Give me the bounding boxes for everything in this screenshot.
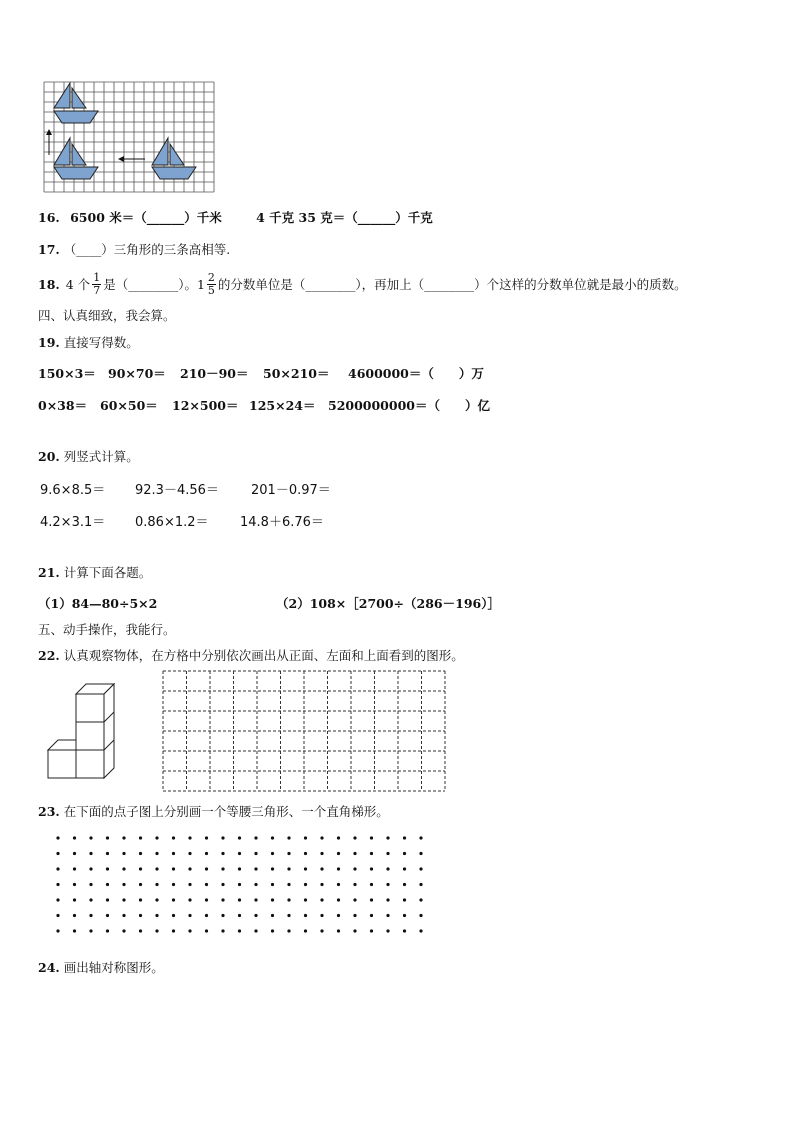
- grid-dot: [73, 898, 76, 901]
- grid-dot: [238, 929, 241, 932]
- grid-dot: [287, 883, 290, 886]
- grid-dot: [89, 836, 92, 839]
- grid-dot: [155, 852, 158, 855]
- grid-dot: [370, 914, 373, 917]
- grid-dot: [139, 836, 142, 839]
- grid-dot: [89, 852, 92, 855]
- grid-dot: [304, 852, 307, 855]
- grid-dot: [205, 852, 208, 855]
- grid-dot: [238, 883, 241, 886]
- grid-dot: [188, 914, 191, 917]
- grid-dot: [403, 867, 406, 870]
- question-18: [38, 264, 687, 304]
- q19-item: 12×500＝: [172, 398, 239, 413]
- grid-dot: [320, 929, 323, 932]
- grid-dot: [172, 914, 175, 917]
- q19-item: 0×38＝: [38, 398, 88, 413]
- grid-dot: [221, 929, 224, 932]
- dot-grid[interactable]: [50, 828, 435, 938]
- grid-dot: [56, 898, 59, 901]
- question-16: [38, 208, 433, 226]
- grid-dot: [403, 898, 406, 901]
- grid-dot: [353, 898, 356, 901]
- grid-dot: [188, 836, 191, 839]
- grid-dot: [56, 929, 59, 932]
- q19-title: 直接写得数。: [63, 335, 139, 350]
- grid-dot: [221, 914, 224, 917]
- grid-dot: [353, 852, 356, 855]
- grid-dot: [238, 914, 241, 917]
- grid-dot: [403, 836, 406, 839]
- grid-dot: [56, 836, 59, 839]
- grid-dot: [221, 867, 224, 870]
- q21-part2: （2）108×［2700÷（286－196）］: [276, 596, 500, 611]
- grid-dot: [89, 914, 92, 917]
- grid-dot: [419, 852, 422, 855]
- grid-dot: [370, 852, 373, 855]
- grid-dot: [370, 929, 373, 932]
- grid-dot: [337, 852, 340, 855]
- grid-dot: [221, 898, 224, 901]
- grid-dot: [287, 867, 290, 870]
- grid-dot: [370, 836, 373, 839]
- grid-dot: [254, 914, 257, 917]
- grid-dot: [205, 914, 208, 917]
- grid-dot: [403, 929, 406, 932]
- question-21: [38, 563, 151, 581]
- grid-dot: [238, 836, 241, 839]
- grid-dot: [56, 883, 59, 886]
- grid-dot: [287, 929, 290, 932]
- grid-dot: [320, 883, 323, 886]
- grid-dot: [221, 852, 224, 855]
- grid-dot: [254, 836, 257, 839]
- grid-dot: [337, 836, 340, 839]
- grid-dot: [155, 929, 158, 932]
- grid-dot: [56, 867, 59, 870]
- grid-dot: [419, 883, 422, 886]
- q19-item: 5200000000＝（ ）亿: [328, 398, 490, 413]
- grid-dot: [122, 883, 125, 886]
- grid-dot: [287, 836, 290, 839]
- grid-dot: [304, 898, 307, 901]
- grid-dot: [419, 867, 422, 870]
- grid-dot: [254, 898, 257, 901]
- q19-item: 210－90＝: [180, 366, 249, 381]
- grid-dot: [419, 914, 422, 917]
- grid-dot: [353, 883, 356, 886]
- grid-dot: [419, 898, 422, 901]
- grid-dot: [139, 929, 142, 932]
- grid-dot: [188, 867, 191, 870]
- grid-dot: [106, 914, 109, 917]
- question-17: [38, 240, 230, 258]
- q19-row2: [38, 396, 490, 414]
- left-arrow-icon: [118, 156, 145, 162]
- question-19: [38, 333, 139, 351]
- boat-shape-middle-left: [54, 138, 98, 179]
- grid-dot: [320, 852, 323, 855]
- question-number: 18.: [38, 276, 60, 292]
- grid-dot: [139, 898, 142, 901]
- grid-dot: [56, 852, 59, 855]
- grid-dot: [271, 929, 274, 932]
- grid-dot: [205, 867, 208, 870]
- grid-dot: [304, 867, 307, 870]
- q18-text-b: 是（________）。1: [103, 277, 205, 292]
- grid-dot: [320, 898, 323, 901]
- grid-dot: [188, 929, 191, 932]
- q20-title: 列竖式计算。: [63, 449, 139, 464]
- grid-dot: [337, 898, 340, 901]
- grid-dot: [139, 867, 142, 870]
- grid-dot: [155, 883, 158, 886]
- grid-dot: [89, 929, 92, 932]
- grid-dot: [254, 929, 257, 932]
- grid-dot: [271, 883, 274, 886]
- grid-dot: [386, 867, 389, 870]
- question-number: 21.: [38, 565, 60, 580]
- grid-dot: [287, 898, 290, 901]
- grid-dot: [320, 836, 323, 839]
- q19-item: 150×3＝: [38, 366, 96, 381]
- grid-dot: [353, 836, 356, 839]
- q21-part1: （1）84—80÷5×2: [38, 596, 158, 611]
- grid-dot: [304, 836, 307, 839]
- fraction-one-seventh: $\frac{1}{7}$: [93, 270, 101, 297]
- grid-dot: [254, 883, 257, 886]
- grid-dot: [172, 883, 175, 886]
- question-number: 16.: [38, 210, 60, 225]
- q20-item: 0.86×1.2＝: [135, 515, 209, 530]
- grid-dot: [337, 867, 340, 870]
- grid-dot: [106, 929, 109, 932]
- grid-dot: [106, 852, 109, 855]
- grid-dot: [386, 929, 389, 932]
- grid-dot: [320, 914, 323, 917]
- grid-dot: [287, 914, 290, 917]
- grid-dot: [122, 852, 125, 855]
- grid-dot: [139, 852, 142, 855]
- grid-dot: [73, 867, 76, 870]
- q20-row2: [40, 511, 324, 530]
- question-24: [38, 958, 164, 976]
- grid-dot: [106, 836, 109, 839]
- section-4-heading: 四、认真细致，我会算。: [38, 308, 176, 323]
- q19-item: 90×70＝: [108, 366, 166, 381]
- grid-dot: [106, 867, 109, 870]
- grid-dot: [122, 867, 125, 870]
- grid-dot: [254, 867, 257, 870]
- grid-dot: [370, 883, 373, 886]
- grid-dot: [172, 836, 175, 839]
- q23-text: 在下面的点子图上分别画一个等腰三角形、一个直角梯形。: [63, 804, 389, 819]
- grid-dot: [155, 898, 158, 901]
- q20-item: 9.6×8.5＝: [40, 483, 106, 498]
- q24-text: 画出轴对称图形。: [63, 960, 164, 975]
- q19-item: 60×50＝: [100, 398, 158, 413]
- question-number: 17.: [38, 242, 60, 257]
- grid-dot: [254, 852, 257, 855]
- grid-dot: [172, 867, 175, 870]
- grid-dot: [271, 852, 274, 855]
- grid-dot: [122, 929, 125, 932]
- grid-dot: [419, 929, 422, 932]
- grid-dot: [89, 898, 92, 901]
- q19-item: 50×210＝: [263, 366, 330, 381]
- grid-dot: [139, 914, 142, 917]
- q18-text-a: 4 个: [65, 277, 91, 292]
- grid-dot: [172, 898, 175, 901]
- grid-dot: [304, 929, 307, 932]
- q21-title: 计算下面各题。: [63, 565, 152, 580]
- grid-dot: [106, 898, 109, 901]
- grid-dot: [89, 883, 92, 886]
- grid-dot: [271, 898, 274, 901]
- grid-dot: [172, 852, 175, 855]
- grid-dot: [271, 914, 274, 917]
- grid-dot: [386, 883, 389, 886]
- grid-dot: [403, 883, 406, 886]
- grid-dot: [221, 883, 224, 886]
- q20-item: 201－0.97＝: [251, 483, 331, 498]
- grid-dot: [155, 914, 158, 917]
- grid-dot: [73, 836, 76, 839]
- q20-row1: [40, 479, 331, 498]
- grid-dot: [73, 914, 76, 917]
- grid-dot: [122, 836, 125, 839]
- grid-dot: [403, 914, 406, 917]
- q20-item: 4.2×3.1＝: [40, 515, 106, 530]
- grid-dot: [172, 929, 175, 932]
- grid-dot: [238, 898, 241, 901]
- question-number: 20.: [38, 449, 60, 464]
- grid-dot: [221, 836, 224, 839]
- grid-dot: [271, 836, 274, 839]
- boat-shape-top: [54, 83, 98, 123]
- q16-part1: 6500 米＝（______）千米: [70, 210, 222, 225]
- grid-dot: [73, 929, 76, 932]
- q20-item: 92.3－4.56＝: [135, 483, 219, 498]
- grid-dot: [73, 852, 76, 855]
- grid-dot: [337, 914, 340, 917]
- grid-dot: [353, 914, 356, 917]
- grid-dot: [287, 852, 290, 855]
- grid-dot: [188, 883, 191, 886]
- grid-dot: [56, 914, 59, 917]
- grid-dot: [139, 883, 142, 886]
- grid-dot: [205, 929, 208, 932]
- grid-dot: [419, 836, 422, 839]
- grid-dot: [271, 867, 274, 870]
- grid-dot: [205, 898, 208, 901]
- q19-row1: [38, 364, 484, 382]
- grid-dot: [238, 867, 241, 870]
- q20-item: 14.8＋6.76＝: [240, 515, 324, 530]
- question-number: 24.: [38, 960, 60, 975]
- grid-dot: [188, 898, 191, 901]
- question-22: [38, 646, 464, 664]
- q19-item: 125×24＝: [249, 398, 316, 413]
- dashed-answer-grid[interactable]: [162, 670, 447, 792]
- grid-dot: [155, 836, 158, 839]
- grid-dot: [304, 914, 307, 917]
- q19-item: 4600000＝（ ）万: [348, 366, 484, 381]
- grid-dot: [89, 867, 92, 870]
- fraction-two-fifths: $\frac{2}{5}$: [207, 270, 215, 297]
- grid-dot: [205, 883, 208, 886]
- grid-dot: [337, 883, 340, 886]
- question-23: [38, 802, 389, 820]
- question-number: 22.: [38, 648, 60, 663]
- boat-translation-grid: [42, 80, 212, 195]
- grid-dot: [122, 914, 125, 917]
- grid-dot: [386, 836, 389, 839]
- grid-dot: [238, 852, 241, 855]
- q22-text: 认真观察物体，在方格中分别依次画出从正面、左面和上面看到的图形。: [63, 648, 464, 663]
- grid-dot: [386, 852, 389, 855]
- cube-stack-figure: [46, 682, 121, 797]
- grid-dot: [304, 883, 307, 886]
- grid-dot: [370, 867, 373, 870]
- grid-dot: [320, 867, 323, 870]
- question-number: 19.: [38, 335, 60, 350]
- grid-dot: [386, 914, 389, 917]
- q17-text: （____）三角形的三条高相等.: [63, 242, 231, 257]
- grid-dot: [155, 867, 158, 870]
- grid-dot: [370, 898, 373, 901]
- grid-dot: [386, 898, 389, 901]
- question-20: [38, 447, 139, 465]
- q16-part2: 4 千克 35 克＝（______）千克: [256, 210, 433, 225]
- grid-dot: [337, 929, 340, 932]
- section-5-heading: 五、动手操作，我能行。: [38, 622, 176, 637]
- grid-dot: [73, 883, 76, 886]
- grid-dot: [205, 836, 208, 839]
- question-number: 23.: [38, 804, 60, 819]
- grid-dot: [353, 867, 356, 870]
- grid-dot: [188, 852, 191, 855]
- q18-text-c: 的分数单位是（________），再加上（________）个这样的分数单位就是最小的质数。: [217, 277, 687, 292]
- grid-dot: [403, 852, 406, 855]
- grid-dot: [106, 883, 109, 886]
- grid-dot: [353, 929, 356, 932]
- grid-dot: [122, 898, 125, 901]
